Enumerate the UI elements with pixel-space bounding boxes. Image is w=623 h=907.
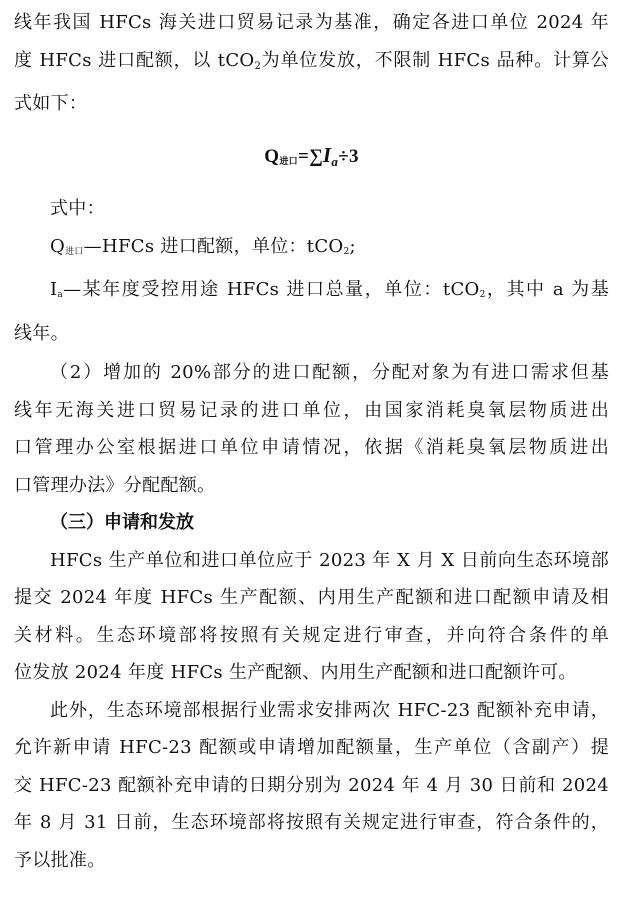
text-line: 提交 2024 年度 HFCs 生产配额、内用生产配额和进口配额申请及相 (14, 587, 609, 608)
formula-div: ÷3 (338, 145, 359, 167)
text-line: 允许新申请 HFC-23 配额或申请增加配额量，生产单位（含副产）提 (14, 737, 609, 758)
formula-i: I (322, 142, 332, 167)
definition-text: ; (349, 235, 356, 257)
text-line: HFCs 生产单位和进口单位应于 2023 年 X 月 X 日前向生态环境部 (50, 549, 609, 571)
definition-text: —HFCs 进口配额，单位：tCO (83, 235, 344, 257)
text-line: 予以批准。 (14, 849, 106, 871)
text-line: 交 HFC-23 配额补充申请的日期分别为 2024 年 4 月 30 日前和 2024 (14, 774, 609, 796)
text-line: 年 8 月 31 日前，生态环境部将按照有关规定进行审查，符合条件的， (14, 812, 609, 833)
text-line: 关材料。生态环境部将按照有关规定进行审查，并向符合条件的单 (14, 624, 609, 646)
text-line: 线年无海关进口贸易记录的进口单位，由国家消耗臭氧层物质进出 (14, 399, 609, 421)
text-fragment: 为单位发放，不限制 HFCs 品种。计算公 (261, 49, 609, 71)
formula-definitions (14, 190, 609, 352)
text-line: 位发放 2024 年度 HFCs 生产配额、内用生产配额和进口配额许可。 (14, 662, 577, 683)
text-line: 线年我国 HFCs 海关进口贸易记录为基准，确定各进口单位 2024 年 (14, 12, 609, 33)
where-label: 式中： (50, 198, 105, 219)
definition-symbol-subscript: a (57, 290, 64, 300)
subscript: 2 (343, 246, 350, 257)
text-line: 式如下： (14, 93, 88, 114)
subscript: 2 (254, 60, 262, 72)
paragraph-application (14, 542, 609, 692)
formula-i-subscript: a (331, 153, 339, 169)
definition-text: —某年度受控用途 HFCs 进口总量，单位：tCO (63, 279, 480, 300)
definition-symbol: Q (50, 235, 66, 257)
paragraph-hfc23-supplement (14, 692, 609, 880)
section-heading-application: （三）申请和发放 (50, 512, 194, 533)
text-line: 口管理办法》分配配额。 (14, 474, 216, 496)
formula-q: Q (264, 145, 280, 167)
definition-symbol-subscript: 进口 (65, 246, 84, 257)
text-line: 线年。 (14, 322, 69, 344)
definition-text: ，其中 a 为基 (485, 279, 610, 300)
import-quota-formula (14, 137, 609, 181)
intro-paragraph (14, 4, 609, 123)
formula-eq-sum: =∑ (297, 145, 323, 167)
definition-i (14, 271, 609, 315)
text-line: 口管理办公室根据进口单位申请情况，依据《消耗臭氧层物质进出 (14, 437, 609, 458)
definition-symbol: I (50, 279, 58, 300)
definition-q (14, 228, 609, 272)
paragraph-increase-quota (14, 354, 609, 504)
text-line (14, 42, 609, 86)
formula-q-subscript: 进口 (279, 155, 298, 166)
subscript: 2 (479, 290, 486, 300)
text-fragment: 度 HFCs 进口配额，以 tCO (14, 49, 255, 71)
text-line: （2）增加的 20%部分的进口配额，分配对象为有进口需求但基 (50, 362, 609, 383)
text-line: 此外，生态环境部根据行业需求安排两次 HFC-23 配额补充申请， (50, 699, 609, 721)
